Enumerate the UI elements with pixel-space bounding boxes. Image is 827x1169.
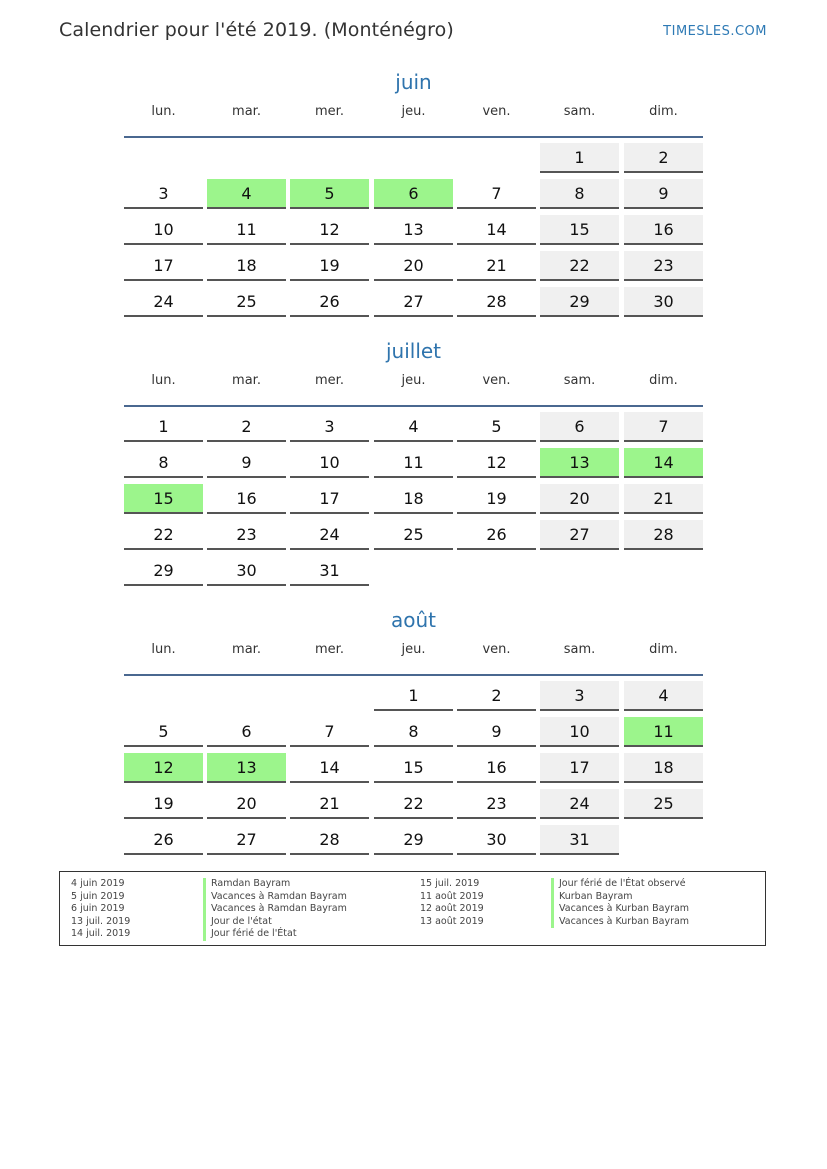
day-cell: 19 xyxy=(290,251,369,281)
holiday-day-cell: 14 xyxy=(624,448,703,478)
day-cell: 4 xyxy=(374,412,453,442)
header-divider xyxy=(124,136,703,138)
day-cell: 2 xyxy=(207,412,286,442)
legend-right-dates xyxy=(420,878,484,928)
day-cell: 1 xyxy=(124,412,203,442)
day-cell: 26 xyxy=(290,287,369,317)
day-cell: 14 xyxy=(290,753,369,783)
weekday-label: mer. xyxy=(315,373,344,388)
day-cell: 6 xyxy=(540,412,619,442)
legend-holiday-name: Jour de l'état xyxy=(203,916,347,929)
weekday-header xyxy=(124,96,703,138)
legend-left-dates xyxy=(71,878,130,941)
day-cell: 31 xyxy=(290,556,369,586)
day-cell: 10 xyxy=(540,717,619,747)
day-cell: 27 xyxy=(540,520,619,550)
day-cell: 27 xyxy=(374,287,453,317)
day-cell: 1 xyxy=(374,681,453,711)
weekday-label: jeu. xyxy=(401,373,426,388)
weekday-label: dim. xyxy=(649,642,678,657)
day-cell: 19 xyxy=(124,789,203,819)
day-cell: 27 xyxy=(207,825,286,855)
legend-date: 14 juil. 2019 xyxy=(71,928,131,940)
legend-date: 6 juin 2019 xyxy=(71,903,125,915)
weekday-label: ven. xyxy=(482,104,511,119)
month-1 xyxy=(124,337,703,580)
month-title: août xyxy=(390,608,436,632)
day-cell: 7 xyxy=(290,717,369,747)
day-cell: 22 xyxy=(374,789,453,819)
legend-holiday-name: Kurban Bayram xyxy=(551,891,689,904)
month-2 xyxy=(124,606,703,849)
day-cell: 29 xyxy=(374,825,453,855)
day-cell: 22 xyxy=(124,520,203,550)
day-cell: 21 xyxy=(290,789,369,819)
weekday-header xyxy=(124,365,703,407)
day-cell: 20 xyxy=(540,484,619,514)
holiday-legend xyxy=(59,871,766,946)
weekday-label: dim. xyxy=(649,373,678,388)
legend-holiday-name: Vacances à Ramdan Bayram xyxy=(203,891,347,904)
day-cell: 28 xyxy=(624,520,703,550)
day-cell: 30 xyxy=(457,825,536,855)
day-cell: 11 xyxy=(374,448,453,478)
day-cell: 17 xyxy=(540,753,619,783)
header-divider xyxy=(124,674,703,676)
day-cell: 9 xyxy=(624,179,703,209)
day-cell: 11 xyxy=(207,215,286,245)
legend-date: 11 août 2019 xyxy=(420,890,484,902)
day-cell: 30 xyxy=(624,287,703,317)
holiday-day-cell: 4 xyxy=(207,179,286,209)
legend-holiday-name: Jour férié de l'État xyxy=(203,928,347,941)
month-title: juillet xyxy=(385,339,442,363)
day-cell: 9 xyxy=(207,448,286,478)
day-cell: 24 xyxy=(124,287,203,317)
header-divider xyxy=(124,405,703,407)
day-cell: 29 xyxy=(124,556,203,586)
day-cell: 18 xyxy=(624,753,703,783)
day-cell: 15 xyxy=(540,215,619,245)
day-cell: 25 xyxy=(624,789,703,819)
day-cell: 8 xyxy=(124,448,203,478)
day-cell: 7 xyxy=(457,179,536,209)
day-cell: 3 xyxy=(124,179,203,209)
legend-holiday-name: Ramdan Bayram xyxy=(203,878,347,891)
day-cell: 18 xyxy=(207,251,286,281)
holiday-day-cell: 15 xyxy=(124,484,203,514)
day-cell: 17 xyxy=(290,484,369,514)
weekday-label: sam. xyxy=(563,373,596,388)
day-cell: 8 xyxy=(374,717,453,747)
day-cell: 18 xyxy=(374,484,453,514)
weekday-label: mer. xyxy=(315,642,344,657)
day-cell: 14 xyxy=(457,215,536,245)
weekday-header xyxy=(124,634,703,676)
month-0 xyxy=(124,68,703,311)
weekday-label: mar. xyxy=(232,373,261,388)
brand-link[interactable]: TIMESLES.COM xyxy=(663,24,767,39)
day-cell: 15 xyxy=(374,753,453,783)
legend-holiday-name: Vacances à Kurban Bayram xyxy=(551,903,689,916)
day-cell: 29 xyxy=(540,287,619,317)
weekday-label: mar. xyxy=(232,104,261,119)
legend-holiday-name: Jour férié de l'État observé xyxy=(551,878,689,891)
day-cell: 2 xyxy=(457,681,536,711)
weekday-label: mar. xyxy=(232,642,261,657)
day-cell: 5 xyxy=(124,717,203,747)
day-cell: 19 xyxy=(457,484,536,514)
day-cell: 13 xyxy=(374,215,453,245)
day-cell: 2 xyxy=(624,143,703,173)
day-cell: 20 xyxy=(374,251,453,281)
weekday-label: dim. xyxy=(649,104,678,119)
day-cell: 12 xyxy=(290,215,369,245)
page-title: Calendrier pour l'été 2019. (Monténégro) xyxy=(59,19,454,41)
day-cell: 31 xyxy=(540,825,619,855)
month-title: juin xyxy=(395,70,432,94)
holiday-day-cell: 5 xyxy=(290,179,369,209)
day-cell: 1 xyxy=(540,143,619,173)
day-cell: 28 xyxy=(457,287,536,317)
weekday-label: lun. xyxy=(151,642,176,657)
day-cell: 28 xyxy=(290,825,369,855)
day-cell: 16 xyxy=(624,215,703,245)
weekday-label: sam. xyxy=(563,642,596,657)
day-cell: 23 xyxy=(207,520,286,550)
day-cell: 6 xyxy=(207,717,286,747)
weekday-label: lun. xyxy=(151,104,176,119)
day-cell: 21 xyxy=(624,484,703,514)
day-cell: 9 xyxy=(457,717,536,747)
holiday-day-cell: 13 xyxy=(540,448,619,478)
day-cell: 16 xyxy=(207,484,286,514)
holiday-day-cell: 13 xyxy=(207,753,286,783)
day-cell: 17 xyxy=(124,251,203,281)
day-cell: 24 xyxy=(540,789,619,819)
legend-holiday-name: Vacances à Ramdan Bayram xyxy=(203,903,347,916)
day-cell: 22 xyxy=(540,251,619,281)
day-cell: 20 xyxy=(207,789,286,819)
weekday-label: mer. xyxy=(315,104,344,119)
day-cell: 3 xyxy=(540,681,619,711)
legend-left-names xyxy=(203,878,347,941)
weekday-label: jeu. xyxy=(401,104,426,119)
day-cell: 30 xyxy=(207,556,286,586)
holiday-day-cell: 11 xyxy=(624,717,703,747)
day-cell: 12 xyxy=(457,448,536,478)
day-cell: 23 xyxy=(457,789,536,819)
holiday-day-cell: 6 xyxy=(374,179,453,209)
weekday-label: ven. xyxy=(482,642,511,657)
day-cell: 25 xyxy=(374,520,453,550)
day-cell: 3 xyxy=(290,412,369,442)
day-cell: 10 xyxy=(290,448,369,478)
day-cell: 26 xyxy=(124,825,203,855)
weekday-label: jeu. xyxy=(401,642,426,657)
weekday-label: ven. xyxy=(482,373,511,388)
legend-holiday-name: Vacances à Kurban Bayram xyxy=(551,916,689,929)
day-cell: 21 xyxy=(457,251,536,281)
day-cell: 23 xyxy=(624,251,703,281)
day-cell: 10 xyxy=(124,215,203,245)
legend-date: 13 août 2019 xyxy=(420,915,484,927)
legend-date: 5 juin 2019 xyxy=(71,890,125,902)
day-cell: 24 xyxy=(290,520,369,550)
legend-date: 12 août 2019 xyxy=(420,903,484,915)
day-cell: 8 xyxy=(540,179,619,209)
legend-date: 4 juin 2019 xyxy=(71,878,125,889)
weekday-label: sam. xyxy=(563,104,596,119)
holiday-day-cell: 12 xyxy=(124,753,203,783)
legend-date: 15 juil. 2019 xyxy=(420,878,480,889)
legend-right-names xyxy=(551,878,689,928)
weekday-label: lun. xyxy=(151,373,176,388)
day-cell: 5 xyxy=(457,412,536,442)
day-cell: 7 xyxy=(624,412,703,442)
day-cell: 4 xyxy=(624,681,703,711)
day-cell: 26 xyxy=(457,520,536,550)
day-cell: 16 xyxy=(457,753,536,783)
day-cell: 25 xyxy=(207,287,286,317)
legend-date: 13 juil. 2019 xyxy=(71,915,131,927)
